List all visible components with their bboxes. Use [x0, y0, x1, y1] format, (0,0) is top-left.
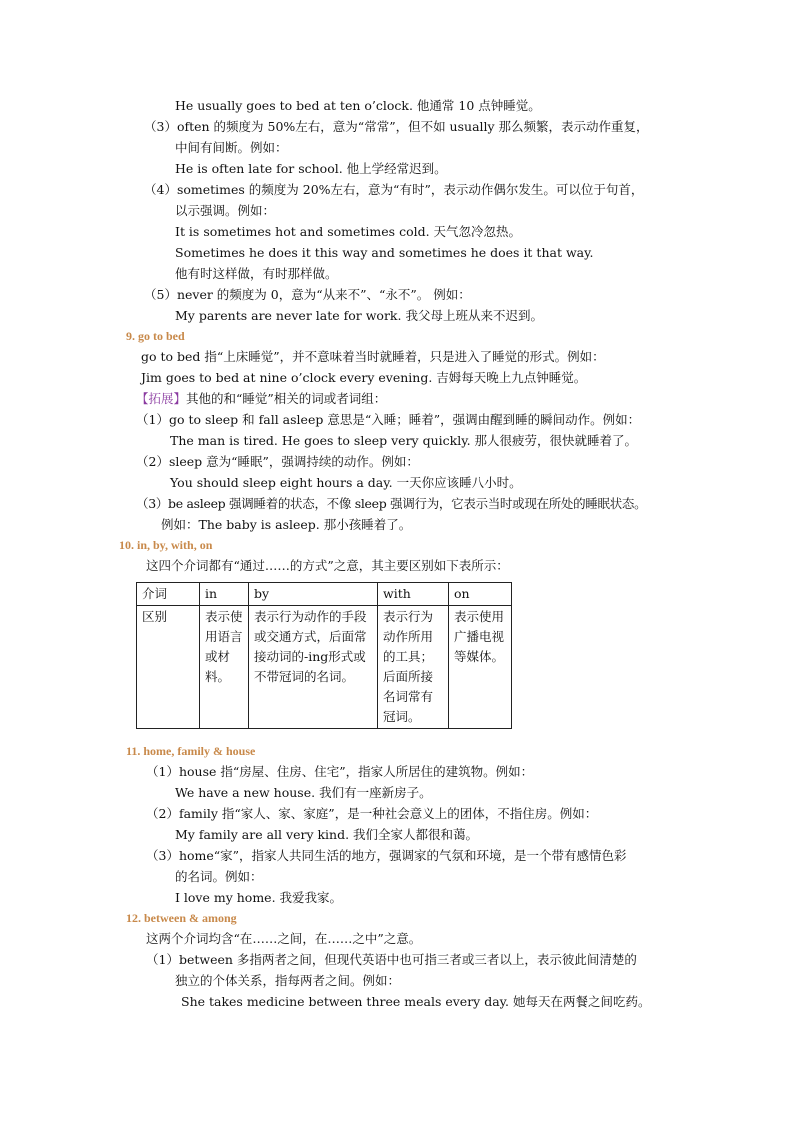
text-line: go to bed 指“上床睡觉”，并不意味着当时就睡着，只是进入了睡觉的形式。例如： [141, 349, 605, 364]
table-cell: 表示行为动作所用的工具；后面所接名词常有冠词。 [378, 606, 449, 729]
example-sentence: The man is tired. He goes to sleep very quickly. 那人很疲劳，很快就睡着了。 [170, 433, 638, 448]
example-sentence: I love my home. 我爱我家。 [175, 890, 343, 905]
text-line: 独立的个体关系，指每两者之间。例如： [175, 973, 401, 988]
rule-item: （3）often 的频度为 50%左右，意为“常常”，但不如 usually 那么频繁，表示动作重复， [144, 119, 649, 134]
table-cell: 表示使用广播电视等媒体。 [449, 606, 512, 729]
text-line: 这两个介词均含“在……之间，在……之中”之意。 [146, 931, 422, 946]
table-header-cell: with [378, 583, 449, 606]
expand-line [136, 390, 386, 408]
table-header-cell: in [200, 583, 249, 606]
text-line: 的名词。例如： [175, 869, 263, 884]
section-heading: 9. go to bed [126, 329, 185, 343]
example-sentence: It is sometimes hot and sometimes cold. 天气忽冷忽热。 [175, 224, 522, 239]
comparison-table [136, 582, 512, 729]
rule-item: （4）sometimes 的频度为 20%左右，意为“有时”，表示动作偶尔发生。可以位于句首， [144, 182, 644, 197]
table-cell: 表示行为动作的手段或交通方式，后面常接动词的-ing形式或不带冠词的名词。 [249, 606, 378, 729]
example-sentence: My parents are never late for work. 我父母上班从来不迟到。 [175, 308, 543, 323]
section-heading: 11. home, family & house [126, 744, 256, 758]
rule-item: （2）sleep 意为“睡眠”，强调持续的动作。例如： [136, 454, 419, 469]
example-sentence: You should sleep eight hours a day. 一天你应该睡八小时。 [170, 475, 522, 490]
section-heading: 12. between & among [126, 911, 237, 925]
section-heading: 10. in, by, with, on [119, 538, 213, 552]
rule-item: （1）between 多指两者之间，但现代英语中也可指三者或三者以上，表示彼此间清楚的 [146, 952, 637, 967]
expand-text: 其他的和“睡觉”相关的词或者词组： [186, 391, 387, 406]
rule-item: （5）never 的频度为 0，意为“从来不”、“永不”。 例如： [144, 287, 471, 302]
example-sentence: My family are all very kind. 我们全家人都很和蔼。 [175, 827, 479, 842]
example-sentence: He is often late for school. 他上学经常迟到。 [175, 161, 447, 176]
rule-item: （2）family 指“家人、家、家庭”，是一种社会意义上的团体，不指住房。例如： [146, 806, 598, 821]
rule-item: （1）go to sleep 和 fall asleep 意思是“入睡；睡着”，强调由醒到睡的瞬间动作。例如： [136, 412, 641, 427]
text-line: 这四个介词都有“通过……的方式”之意，其主要区别如下表所示： [146, 558, 509, 573]
example-sentence: He usually goes to bed at ten o’clock. 他通常 10 点钟睡觉。 [175, 98, 541, 113]
table-header-cell: by [249, 583, 378, 606]
example-sentence: We have a new house. 我们有一座新房子。 [175, 785, 432, 800]
example-sentence: 例如：The baby is asleep. 那小孩睡着了。 [161, 517, 412, 532]
expand-tag: 【拓展】 [136, 391, 187, 406]
example-sentence: Jim goes to bed at nine o’clock every evening. 吉姆每天晚上九点钟睡觉。 [141, 370, 587, 385]
table-row [137, 606, 512, 729]
table-cell: 表示使用语言或材料。 [200, 606, 249, 729]
table-header-cell: on [449, 583, 512, 606]
example-sentence: Sometimes he does it this way and sometimes he does it that way. [175, 245, 594, 260]
example-translation: 他有时这样做，有时那样做。 [175, 266, 338, 281]
rule-item: （3）home“家”，指家人共同生活的地方，强调家的气氛和环境，是一个带有感情色彩 [146, 848, 627, 863]
text-line: 中间有间断。例如： [175, 140, 288, 155]
text-line: 以示强调。例如： [175, 203, 276, 218]
example-sentence: She takes medicine between three meals every day. 她每天在两餐之间吃药。 [181, 994, 651, 1009]
table-header-row [137, 583, 512, 606]
table-cell: 区别 [137, 606, 200, 729]
table-header-cell: 介词 [137, 583, 200, 606]
rule-item: （1）house 指“房屋、住房、住宅”，指家人所居住的建筑物。例如： [146, 764, 534, 779]
rule-item: （3）be asleep 强调睡着的状态，不像 sleep 强调行为，它表示当时或现在所处的睡眠状态。 [136, 496, 647, 511]
